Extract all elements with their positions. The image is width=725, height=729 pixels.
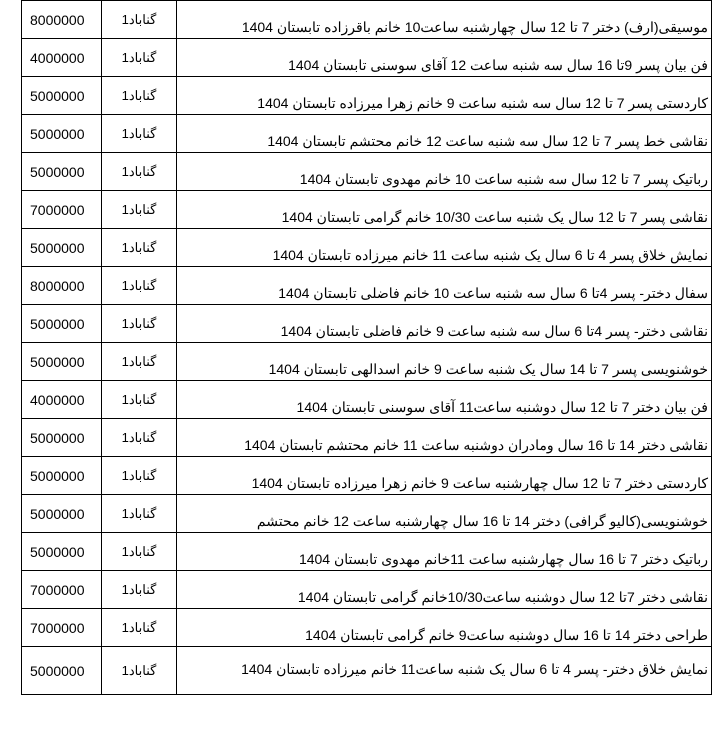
branch-cell	[102, 115, 177, 153]
branch-value: گناباد1	[121, 662, 157, 678]
course-cell	[177, 571, 712, 609]
branch-cell	[102, 571, 177, 609]
course-title: موسیقی(ارف) دختر 7 تا 12 سال چهارشنبه ساعت10 خانم باقرزاده تابستان 1404	[241, 19, 708, 36]
course-cell	[177, 305, 712, 343]
branch-value: گناباد1	[121, 239, 157, 255]
price-value: 5000000	[30, 163, 85, 180]
course-title: طراحی دختر 14 تا 16 سال دوشنبه ساعت9 خانم گرامی تابستان 1404	[305, 627, 708, 644]
price-cell	[22, 533, 102, 571]
course-title: خوشنویسی(کالیو گرافی) دختر 14 تا 16 سال چهارشنبه ساعت 12 خانم محتشم	[256, 513, 708, 530]
branch-value: گناباد1	[121, 619, 157, 635]
course-cell	[177, 115, 712, 153]
table-row	[22, 533, 712, 571]
course-title: فن بیان پسر 9تا 16 سال سه شنبه ساعت 12 آقای سوسنی تابستان 1404	[288, 57, 708, 74]
course-cell	[177, 267, 712, 305]
course-title: رباتیک دختر 7 تا 16 سال چهارشنبه ساعت 11خانم مهدوی تابستان 1404	[298, 551, 708, 568]
course-cell	[177, 533, 712, 571]
course-title: فن بیان دختر 7 تا 12 سال دوشنبه ساعت11 آقای سوسنی تابستان 1404	[296, 399, 708, 416]
price-cell	[22, 115, 102, 153]
price-cell	[22, 495, 102, 533]
table-row	[22, 495, 712, 533]
price-value: 5000000	[30, 543, 85, 560]
price-cell	[22, 457, 102, 495]
course-cell	[177, 229, 712, 267]
price-value: 5000000	[30, 125, 85, 142]
table-row	[22, 419, 712, 457]
price-cell	[22, 419, 102, 457]
price-value: 5000000	[30, 662, 85, 679]
branch-value: گناباد1	[121, 467, 157, 483]
branch-value: گناباد1	[121, 353, 157, 369]
price-value: 8000000	[30, 11, 85, 28]
course-cell	[177, 609, 712, 647]
price-cell	[22, 267, 102, 305]
branch-value: گناباد1	[121, 163, 157, 179]
branch-value: گناباد1	[121, 581, 157, 597]
course-cell	[177, 495, 712, 533]
branch-cell	[102, 305, 177, 343]
price-value: 4000000	[30, 391, 85, 408]
course-cell	[177, 419, 712, 457]
course-cell	[177, 381, 712, 419]
table-row	[22, 381, 712, 419]
course-cell	[177, 191, 712, 229]
course-title: کاردستی پسر 7 تا 12 سال سه شنبه ساعت 9 خانم زهرا میرزاده تابستان 1404	[257, 95, 708, 112]
course-cell	[177, 1, 712, 39]
course-title: نقاشی پسر 7 تا 12 سال یک شنبه ساعت 10/30 خانم گرامی تابستان 1404	[281, 209, 708, 226]
branch-cell	[102, 1, 177, 39]
branch-cell	[102, 191, 177, 229]
table-row	[22, 115, 712, 153]
branch-cell	[102, 77, 177, 115]
price-value: 5000000	[30, 239, 85, 256]
course-cell	[177, 343, 712, 381]
branch-cell	[102, 609, 177, 647]
branch-cell	[102, 381, 177, 419]
course-title: سفال دختر- پسر 4تا 6 سال سه شنبه ساعت 10 خانم فاضلی تابستان 1404	[278, 285, 708, 302]
table-row	[22, 153, 712, 191]
table-row	[22, 1, 712, 39]
branch-value: گناباد1	[121, 49, 157, 65]
price-value: 5000000	[30, 467, 85, 484]
branch-cell	[102, 229, 177, 267]
branch-cell	[102, 419, 177, 457]
price-cell	[22, 343, 102, 381]
table-row	[22, 343, 712, 381]
course-cell	[177, 39, 712, 77]
price-cell	[22, 609, 102, 647]
course-table	[21, 0, 712, 695]
price-cell	[22, 381, 102, 419]
course-cell	[177, 77, 712, 115]
branch-value: گناباد1	[121, 201, 157, 217]
price-cell	[22, 1, 102, 39]
course-title: نقاشی دختر 14 تا 16 سال ومادران دوشنبه ساعت 11 خانم محتشم تابستان 1404	[244, 437, 708, 454]
branch-value: گناباد1	[121, 11, 157, 27]
price-cell	[22, 77, 102, 115]
price-cell	[22, 191, 102, 229]
branch-cell	[102, 153, 177, 191]
course-table-body	[22, 1, 712, 695]
branch-value: گناباد1	[121, 277, 157, 293]
price-cell	[22, 571, 102, 609]
table-row	[22, 191, 712, 229]
price-value: 7000000	[30, 201, 85, 218]
course-cell	[177, 153, 712, 191]
price-cell	[22, 229, 102, 267]
branch-value: گناباد1	[121, 315, 157, 331]
price-cell	[22, 305, 102, 343]
price-value: 4000000	[30, 49, 85, 66]
branch-cell	[102, 39, 177, 77]
price-value: 7000000	[30, 619, 85, 636]
price-value: 5000000	[30, 429, 85, 446]
course-title: نقاشی دختر- پسر 4تا 6 سال سه شنبه ساعت 9 خانم فاضلی تابستان 1404	[280, 323, 708, 340]
price-value: 8000000	[30, 277, 85, 294]
branch-value: گناباد1	[121, 125, 157, 141]
table-row	[22, 77, 712, 115]
table-row	[22, 305, 712, 343]
price-value: 7000000	[30, 581, 85, 598]
branch-value: گناباد1	[121, 505, 157, 521]
branch-value: گناباد1	[121, 429, 157, 445]
price-value: 5000000	[30, 315, 85, 332]
price-value: 5000000	[30, 87, 85, 104]
table-row	[22, 229, 712, 267]
course-price-sheet	[21, 0, 711, 695]
branch-cell	[102, 647, 177, 695]
branch-cell	[102, 267, 177, 305]
price-cell	[22, 153, 102, 191]
price-value: 5000000	[30, 505, 85, 522]
branch-cell	[102, 343, 177, 381]
table-row	[22, 647, 712, 695]
course-title: رباتیک پسر 7 تا 12 سال سه شنبه ساعت 10 خانم مهدوی تابستان 1404	[299, 171, 708, 188]
course-title: نمایش خلاق پسر 4 تا 6 سال یک شنبه ساعت 11 خانم میرزاده تابستان 1404	[272, 247, 708, 264]
course-title: کاردستی دختر 7 تا 12 سال چهارشنبه ساعت 9 خانم زهرا میرزاده تابستان 1404	[251, 475, 708, 492]
branch-value: گناباد1	[121, 391, 157, 407]
course-cell	[177, 457, 712, 495]
table-row	[22, 39, 712, 77]
price-value: 5000000	[30, 353, 85, 370]
price-cell	[22, 39, 102, 77]
course-title: نقاشی دختر 7تا 12 سال دوشنبه ساعت10/30خانم گرامی تابستان 1404	[297, 589, 708, 606]
course-title: نمایش خلاق دختر- پسر 4 تا 6 سال یک شنبه ساعت11 خانم میرزاده تابستان 1404	[241, 661, 708, 678]
course-title: خوشنویسی پسر 7 تا 14 سال یک شنبه ساعت 9 خانم اسدالهی تابستان 1404	[268, 361, 708, 378]
price-cell	[22, 647, 102, 695]
course-title: نقاشی خط پسر 7 تا 12 سال سه شنبه ساعت 12 خانم محتشم تابستان 1404	[267, 133, 708, 150]
table-row	[22, 571, 712, 609]
branch-cell	[102, 495, 177, 533]
branch-value: گناباد1	[121, 543, 157, 559]
branch-cell	[102, 457, 177, 495]
branch-cell	[102, 533, 177, 571]
table-row	[22, 609, 712, 647]
branch-value: گناباد1	[121, 87, 157, 103]
table-row	[22, 457, 712, 495]
course-cell	[177, 647, 712, 695]
table-row	[22, 267, 712, 305]
